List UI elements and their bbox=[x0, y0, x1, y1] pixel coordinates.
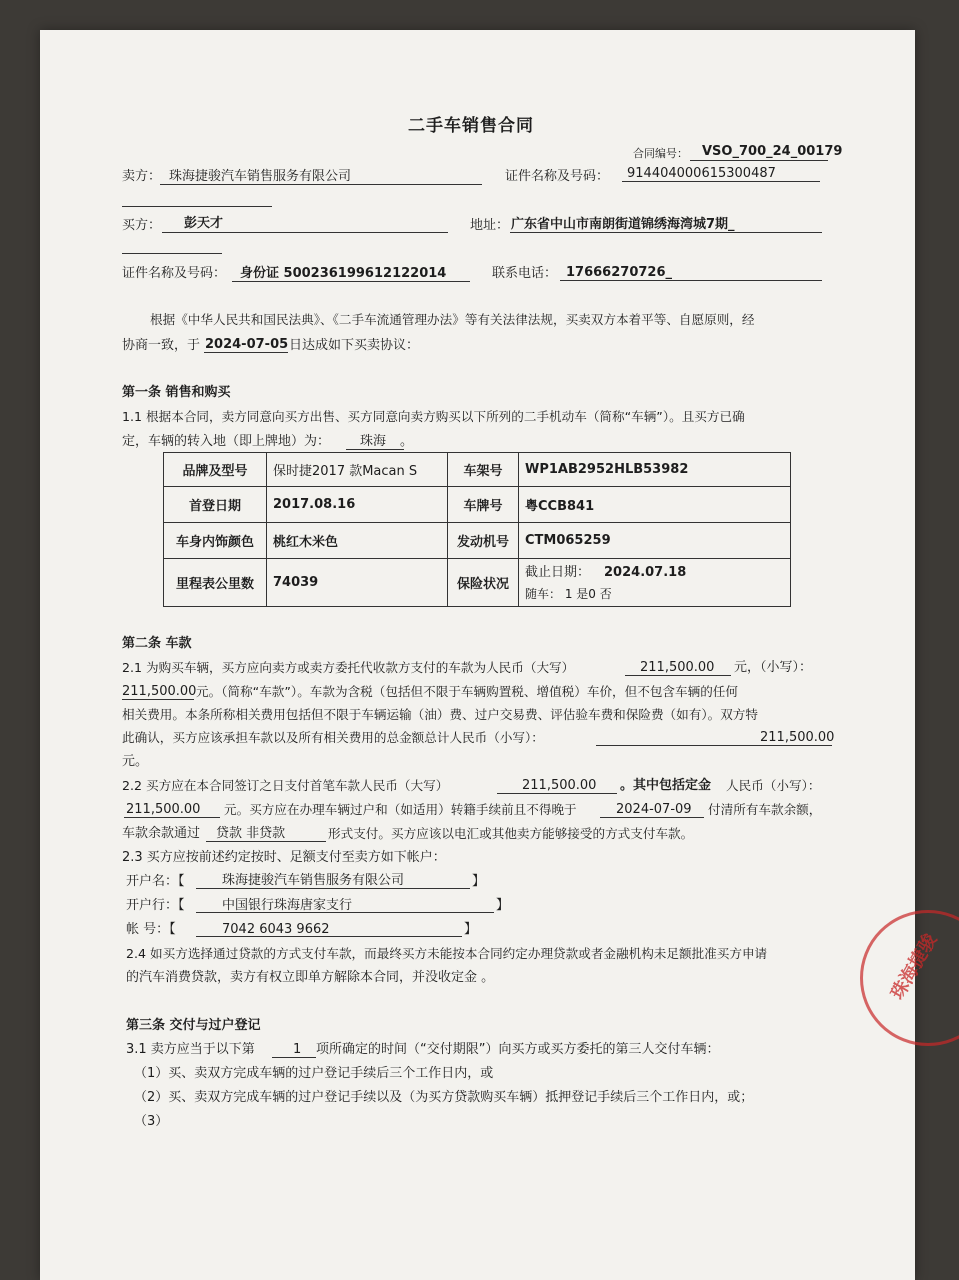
plate-label: 车牌号 bbox=[448, 487, 519, 523]
account-name-underline bbox=[196, 888, 470, 889]
insurance-expiry-date: 2024.07.18 bbox=[604, 564, 687, 580]
buyer-address: 广东省中山市南朗街道锦绣海湾城7期_ bbox=[511, 217, 735, 232]
article2-2-line1-a: 2.2 买方应在本合同签订之日支付首笔车款人民币（大写） bbox=[122, 778, 449, 793]
seller-name: 珠海捷骏汽车销售服务有限公司 bbox=[169, 169, 352, 184]
seller-id: 914404000615300487 bbox=[627, 166, 776, 181]
account-number-underline bbox=[196, 936, 462, 937]
color-value: 桃红木米色 bbox=[267, 523, 448, 559]
article1-1-line2-a: 定，车辆的转入地（即上牌地）为： bbox=[122, 434, 331, 449]
account-bank-label: 开户行：【 bbox=[126, 898, 185, 913]
intro-line1: 根据《中华人民共和国民法典》、《二手车流通管理办法》等有关法律法规，买卖双方本着平等、自愿原则，经 bbox=[150, 312, 755, 327]
article3-title: 第三条 交付与过户登记 bbox=[126, 1018, 261, 1033]
article2-1-line5: 元。 bbox=[122, 754, 149, 769]
account-bank-close: 】 bbox=[496, 898, 510, 913]
account-bank: 中国银行珠海唐家支行 bbox=[222, 898, 353, 913]
buyer-id-underline bbox=[232, 281, 470, 282]
brand-label: 品牌及型号 bbox=[164, 453, 267, 487]
first-payment-upper: 211,500.00 bbox=[522, 778, 597, 793]
article2-2-deposit-label: 。其中包括定金 bbox=[620, 778, 712, 793]
article2-2-line3-a: 车款余款通过 bbox=[122, 826, 201, 841]
vehicle-info-table bbox=[163, 452, 791, 607]
price-lower-underline bbox=[122, 699, 194, 700]
engine-value: CTM065259 bbox=[519, 523, 791, 559]
article2-1-line4: 此确认，买方应该承担车款以及所有相关费用的总金额总计人民币（小写）： bbox=[122, 730, 544, 745]
payment-method: 贷款 非贷款 bbox=[216, 826, 286, 841]
account-number: 7042 6043 9662 bbox=[222, 922, 330, 937]
article2-title: 第二条 车款 bbox=[122, 636, 192, 651]
total-amount-underline bbox=[596, 745, 832, 746]
article3-option3: （3） bbox=[134, 1114, 169, 1129]
vin-value: WP1AB2952HLB53982 bbox=[519, 453, 791, 487]
article2-4-line1: 2.4 如买方选择通过贷款的方式支付车款，而最终买方未能按本合同约定办理贷款或者金融机构未足额批准买方申请 bbox=[126, 946, 768, 961]
plate-value: 粤CCB841 bbox=[519, 487, 791, 523]
transfer-city: 珠海 bbox=[360, 434, 387, 449]
insurance-with-car: 随车： 1 是0 否 bbox=[525, 586, 612, 601]
agreement-date: 2024-07-05 bbox=[205, 337, 289, 352]
color-label: 车身内饰颜色 bbox=[164, 523, 267, 559]
buyer-label: 买方： bbox=[122, 218, 162, 233]
buyer-extra-underline bbox=[122, 253, 222, 254]
article3-option2: （2）买、卖双方完成车辆的过户登记手续以及（为买方贷款购买车辆）抵押登记手续后三个工作日内，或； bbox=[134, 1090, 754, 1105]
table-row bbox=[164, 487, 791, 523]
insurance-value bbox=[519, 559, 791, 607]
seller-id-underline bbox=[622, 181, 820, 182]
table-row bbox=[164, 523, 791, 559]
intro-line2-a: 协商一致，于 bbox=[122, 338, 201, 353]
article3-1-a: 3.1 卖方应当于以下第 bbox=[126, 1042, 255, 1057]
article2-2-line1-c: 人民币（小写）： bbox=[726, 778, 821, 793]
mileage-value: 74039 bbox=[267, 559, 448, 607]
mileage-label: 里程表公里数 bbox=[164, 559, 267, 607]
delivery-item-underline bbox=[272, 1057, 316, 1058]
reg-date-label: 首登日期 bbox=[164, 487, 267, 523]
seller-underline bbox=[160, 184, 482, 185]
article1-1-line1: 1.1 根据本合同，卖方同意向买方出售、买方同意向卖方购买以下所列的二手机动车（简称“车辆”）。且买方已确 bbox=[122, 409, 745, 424]
address-label: 地址： bbox=[470, 218, 510, 233]
phone-label: 联系电话： bbox=[492, 266, 558, 281]
city-underline bbox=[346, 449, 404, 450]
vin-label: 车架号 bbox=[448, 453, 519, 487]
account-name-label: 开户名：【 bbox=[126, 874, 185, 889]
account-bank-underline bbox=[196, 912, 494, 913]
insurance-expiry-label: 截止日期： bbox=[525, 564, 591, 580]
insurance-label: 保险状况 bbox=[448, 559, 519, 607]
brand-value: 保时捷2017 款Macan S bbox=[267, 453, 448, 487]
article2-1-line1-a: 2.1 为购买车辆，买方应向卖方或卖方委托代收款方支付的车款为人民币（大写） bbox=[122, 660, 575, 675]
payment-deadline: 2024-07-09 bbox=[616, 802, 692, 817]
reg-date-value: 2017.08.16 bbox=[267, 487, 448, 523]
phone-underline bbox=[560, 280, 822, 281]
article2-2-line3-b: 形式支付。买方应该以电汇或其他卖方能够接受的方式支付车款。 bbox=[328, 826, 694, 841]
total-amount: 211,500.00 bbox=[760, 730, 835, 745]
table-row bbox=[164, 559, 791, 607]
payment-deadline-underline bbox=[600, 817, 704, 818]
seller-id-label: 证件名称及号码： bbox=[505, 169, 610, 184]
account-number-close: 】 bbox=[464, 922, 478, 937]
article2-1-line3: 相关费用。本条所称相关费用包括但不限于车辆运输（油）费、过户交易费、评估验车费和保险费（如有）。双方特 bbox=[122, 707, 758, 722]
engine-label: 发动机号 bbox=[448, 523, 519, 559]
article2-1-line1-b: 元，（小写）： bbox=[734, 660, 813, 675]
article2-1-line2: 元。（简称“车款”）。车款为含税（包括但不限于车辆购置税、增值税）车价，但不包含车辆的任何 bbox=[196, 684, 738, 699]
account-name-close: 】 bbox=[472, 874, 486, 889]
payment-method-underline bbox=[206, 841, 326, 842]
buyer-id-label: 证件名称及号码： bbox=[122, 266, 227, 281]
article3-option1: （1）买、卖双方完成车辆的过户登记手续后三个工作日内，或 bbox=[134, 1066, 494, 1081]
page-title: 二手车销售合同 bbox=[408, 116, 534, 136]
account-name: 珠海捷骏汽车销售服务有限公司 bbox=[222, 873, 405, 888]
article2-2-line2-b: 元。买方应在办理车辆过户和（如适用）转籍手续前且不得晚于 bbox=[224, 802, 577, 817]
contract-no-underline bbox=[690, 160, 828, 161]
buyer-phone: 17666270726_ bbox=[566, 265, 672, 280]
address-underline bbox=[510, 232, 822, 233]
contract-no-label: 合同编号： bbox=[633, 147, 688, 160]
seal-text: 珠海捷骏 bbox=[887, 930, 942, 1004]
article2-4-line2: 的汽车消费贷款，卖方有权立即单方解除本合同，并没收定金 。 bbox=[126, 970, 495, 985]
seller-extra-underline bbox=[122, 206, 272, 207]
buyer-name: 彭天才 bbox=[184, 216, 224, 231]
agreement-date-underline bbox=[204, 352, 288, 353]
buyer-id: 身份证 500236199612122014 bbox=[240, 266, 447, 281]
deposit-lower-underline bbox=[124, 817, 220, 818]
account-number-label: 帐 号：【 bbox=[126, 922, 176, 937]
article2-3-line1: 2.3 买方应按前述约定按时、足额支付至卖方如下帐户： bbox=[122, 850, 446, 865]
seller-label: 卖方： bbox=[122, 169, 162, 184]
price-upper: 211,500.00 bbox=[640, 660, 715, 675]
first-payment-underline bbox=[497, 793, 617, 794]
price-lower: 211,500.00 bbox=[122, 684, 197, 699]
delivery-item: 1 bbox=[293, 1042, 302, 1057]
buyer-underline bbox=[162, 232, 448, 233]
table-row bbox=[164, 453, 791, 487]
article2-2-line2-c: 付清所有车款余额， bbox=[708, 802, 822, 817]
article1-1-line2-b: 。 bbox=[400, 434, 414, 449]
article3-1-b: 项所确定的时间（“交付期限”）向买方或买方委托的第三人交付车辆： bbox=[316, 1042, 720, 1057]
price-upper-underline bbox=[625, 675, 731, 676]
contract-no: VSO_700_24_00179 bbox=[702, 144, 843, 159]
deposit-lower: 211,500.00 bbox=[126, 802, 201, 817]
article1-title: 第一条 销售和购买 bbox=[122, 385, 231, 400]
intro-line2-b: 日达成如下买卖协议： bbox=[289, 338, 420, 353]
